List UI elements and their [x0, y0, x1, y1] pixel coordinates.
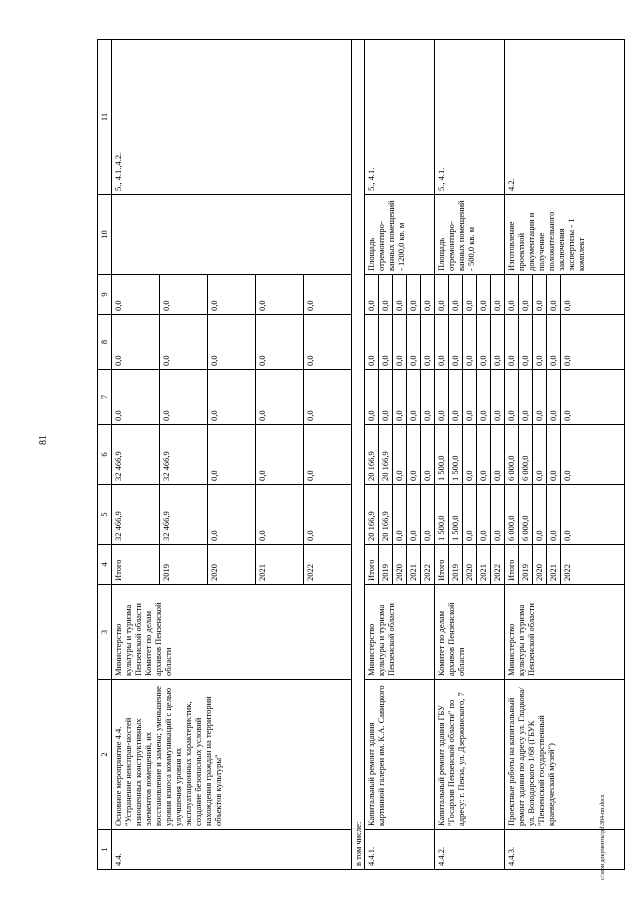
value-cell: 0,0 [304, 485, 352, 545]
year-cell: 2020 [208, 545, 256, 585]
value-cell: 0,0 [533, 485, 547, 545]
value-cell: 0,0 [491, 425, 505, 485]
year-cell: 2022 [491, 545, 505, 585]
row-indicator-ref: 5., 4.1. [435, 40, 505, 195]
value-cell: 6 000,0 [505, 485, 519, 545]
value-cell: 0,0 [463, 315, 477, 370]
row-result [112, 195, 352, 275]
col-header: 5 [98, 485, 112, 545]
value-cell: 0,0 [491, 485, 505, 545]
value-cell: 0,0 [208, 485, 256, 545]
year-cell: 2020 [463, 545, 477, 585]
value-cell: 0,0 [519, 315, 533, 370]
row-name: Капитальный ремонт здания ГБУ "Госархив Пензенской области" по адресу: г. Пенза, ул. Дзержинского, 7 [435, 680, 505, 830]
value-cell: 0,0 [505, 315, 519, 370]
value-cell: 0,0 [421, 485, 435, 545]
value-cell: 0,0 [477, 485, 491, 545]
value-cell: 0,0 [561, 370, 625, 425]
value-cell: 0,0 [449, 370, 463, 425]
value-cell: 0,0 [561, 425, 625, 485]
value-cell: 0,0 [505, 370, 519, 425]
row-name: Проектные работы на капитальный ремонт здания по адресу ул. Гладкова/ ул. Володарского 1/68 (ГБУК "Пензенский государственный краеведческий музей") [505, 680, 625, 830]
value-cell: 0,0 [449, 315, 463, 370]
row-result: Площадь отремонтиро-ванных помещений - 500,0 кв. м [435, 195, 505, 275]
year-cell: 2021 [477, 545, 491, 585]
program-table [97, 39, 625, 870]
value-cell: 6 000,0 [505, 425, 519, 485]
value-cell: 1 500,0 [449, 425, 463, 485]
value-cell: 0,0 [407, 275, 421, 315]
value-cell: 0,0 [421, 275, 435, 315]
value-cell: 0,0 [393, 315, 407, 370]
value-cell: 0,0 [208, 275, 256, 315]
value-cell: 6 000,0 [519, 425, 533, 485]
value-cell: 0,0 [477, 275, 491, 315]
page-number: 81 [38, 435, 49, 445]
value-cell: 0,0 [561, 275, 625, 315]
value-cell: 0,0 [477, 425, 491, 485]
row-indicator-ref: 5., 4.1.,4.2. [112, 40, 352, 195]
rotated-table-container [97, 40, 622, 870]
value-cell: 0,0 [421, 315, 435, 370]
value-cell: 0,0 [208, 370, 256, 425]
col-header: 4 [98, 545, 112, 585]
value-cell: 1 500,0 [449, 485, 463, 545]
value-cell: 0,0 [256, 425, 304, 485]
header-row [98, 40, 112, 870]
year-cell: Итого [365, 545, 379, 585]
value-cell: 0,0 [208, 425, 256, 485]
value-cell: 0,0 [533, 425, 547, 485]
value-cell: 0,0 [407, 425, 421, 485]
value-cell: 0,0 [421, 370, 435, 425]
value-cell: 6 000,0 [519, 485, 533, 545]
year-cell: 2021 [407, 545, 421, 585]
row-result: Изготовление проектной документации и получение положительного заключения экспертизы - 1 комплект [505, 195, 625, 275]
col-header: 2 [98, 680, 112, 830]
value-cell: 0,0 [393, 485, 407, 545]
table-body [112, 40, 625, 870]
row-name: Основное мероприятие 4.4. "Устранение неисправ-ностей изношенных конструктивных элементов помещений, их восстановление и замена; уменьшение уровня износа коммуникаций с целью улучшения уровня их эксплуатационных характеристик, создание безопасных условий нахождения граждан на территории объектов культуры" [112, 680, 352, 830]
value-cell: 0,0 [561, 485, 625, 545]
value-cell: 0,0 [477, 370, 491, 425]
col-header: 11 [98, 40, 112, 195]
value-cell: 0,0 [112, 275, 160, 315]
value-cell: 32 466,9 [160, 485, 208, 545]
value-cell: 0,0 [547, 315, 561, 370]
value-cell: 0,0 [421, 425, 435, 485]
value-cell: 0,0 [463, 425, 477, 485]
col-header: 8 [98, 315, 112, 370]
value-cell: 0,0 [379, 370, 393, 425]
value-cell: 0,0 [160, 370, 208, 425]
value-cell: 20 166,9 [365, 425, 379, 485]
section-label: в том числе: [352, 40, 365, 870]
row-executor: Министерство культуры и туризма Пензенской области [505, 585, 625, 680]
value-cell: 0,0 [547, 485, 561, 545]
table-row [505, 40, 519, 870]
row-executor: Министерство культуры и туризма Пензенской области Комитет по делам архивов Пензенской области [112, 585, 352, 680]
footer-path: c:\мои документы\pd\384-пп.docx [600, 794, 606, 880]
value-cell: 0,0 [505, 275, 519, 315]
value-cell: 0,0 [491, 370, 505, 425]
section-row [352, 40, 365, 870]
value-cell: 0,0 [463, 370, 477, 425]
year-cell: Итого [505, 545, 519, 585]
value-cell: 0,0 [407, 315, 421, 370]
year-cell: 2022 [304, 545, 352, 585]
value-cell: 0,0 [393, 275, 407, 315]
table-row [112, 40, 160, 870]
row-indicator-ref: 5., 4.1. [365, 40, 435, 195]
value-cell: 0,0 [393, 370, 407, 425]
value-cell: 0,0 [160, 315, 208, 370]
value-cell: 0,0 [519, 370, 533, 425]
value-cell: 0,0 [256, 315, 304, 370]
col-header: 3 [98, 585, 112, 680]
value-cell: 0,0 [256, 370, 304, 425]
row-result: Площадь отремонтиро-ванных помещений - 1200,0 кв. м [365, 195, 435, 275]
value-cell: 1 500,0 [435, 425, 449, 485]
row-indicator-ref: 4.2. [505, 40, 625, 195]
year-cell: Итого [435, 545, 449, 585]
value-cell: 20 166,9 [379, 485, 393, 545]
value-cell: 0,0 [463, 275, 477, 315]
value-cell: 0,0 [449, 275, 463, 315]
value-cell: 0,0 [463, 485, 477, 545]
row-number: 4.4.3. [505, 830, 625, 870]
value-cell: 32 466,9 [112, 485, 160, 545]
value-cell: 0,0 [365, 370, 379, 425]
col-header: 9 [98, 275, 112, 315]
col-header: 1 [98, 830, 112, 870]
value-cell: 0,0 [533, 275, 547, 315]
value-cell: 0,0 [304, 425, 352, 485]
row-number: 4.4.2. [435, 830, 505, 870]
row-number: 4.4.1. [365, 830, 435, 870]
col-header: 7 [98, 370, 112, 425]
value-cell: 32 466,9 [112, 425, 160, 485]
value-cell: 0,0 [561, 315, 625, 370]
year-cell: 2019 [160, 545, 208, 585]
value-cell: 0,0 [491, 275, 505, 315]
year-cell: 2019 [379, 545, 393, 585]
value-cell: 0,0 [365, 275, 379, 315]
year-cell: 2022 [421, 545, 435, 585]
row-number: 4.4. [112, 830, 352, 870]
value-cell: 0,0 [407, 370, 421, 425]
year-cell: 2020 [533, 545, 547, 585]
value-cell: 0,0 [160, 275, 208, 315]
value-cell: 0,0 [407, 485, 421, 545]
year-cell: 2019 [519, 545, 533, 585]
table-row [365, 40, 379, 870]
value-cell: 32 466,9 [160, 425, 208, 485]
year-cell: 2022 [561, 545, 625, 585]
value-cell: 20 166,9 [365, 485, 379, 545]
value-cell: 0,0 [533, 315, 547, 370]
value-cell: 1 500,0 [435, 485, 449, 545]
value-cell: 0,0 [435, 315, 449, 370]
col-header: 10 [98, 195, 112, 275]
value-cell: 0,0 [304, 315, 352, 370]
year-cell: 2021 [547, 545, 561, 585]
col-header: 6 [98, 425, 112, 485]
value-cell: 0,0 [435, 370, 449, 425]
value-cell: 0,0 [519, 275, 533, 315]
year-cell: 2019 [449, 545, 463, 585]
year-cell: Итого [112, 545, 160, 585]
value-cell: 0,0 [208, 315, 256, 370]
value-cell: 0,0 [547, 275, 561, 315]
value-cell: 0,0 [533, 370, 547, 425]
value-cell: 0,0 [547, 370, 561, 425]
year-cell: 2020 [393, 545, 407, 585]
value-cell: 0,0 [477, 315, 491, 370]
value-cell: 0,0 [304, 370, 352, 425]
value-cell: 0,0 [365, 315, 379, 370]
value-cell: 0,0 [379, 315, 393, 370]
year-cell: 2021 [256, 545, 304, 585]
value-cell: 0,0 [547, 425, 561, 485]
row-executor: Комитет по делам архивов Пензенской области [435, 585, 505, 680]
value-cell: 0,0 [112, 370, 160, 425]
value-cell: 20 166,9 [379, 425, 393, 485]
value-cell: 0,0 [256, 275, 304, 315]
value-cell: 0,0 [393, 425, 407, 485]
value-cell: 0,0 [256, 485, 304, 545]
value-cell: 0,0 [304, 275, 352, 315]
value-cell: 0,0 [379, 275, 393, 315]
value-cell: 0,0 [112, 315, 160, 370]
table-row [435, 40, 449, 870]
value-cell: 0,0 [491, 315, 505, 370]
row-executor: Министерство культуры и туризма Пензенской области [365, 585, 435, 680]
value-cell: 0,0 [435, 275, 449, 315]
row-name: Капитальный ремонт здания картинной галереи им. К.А. Савицкого [365, 680, 435, 830]
